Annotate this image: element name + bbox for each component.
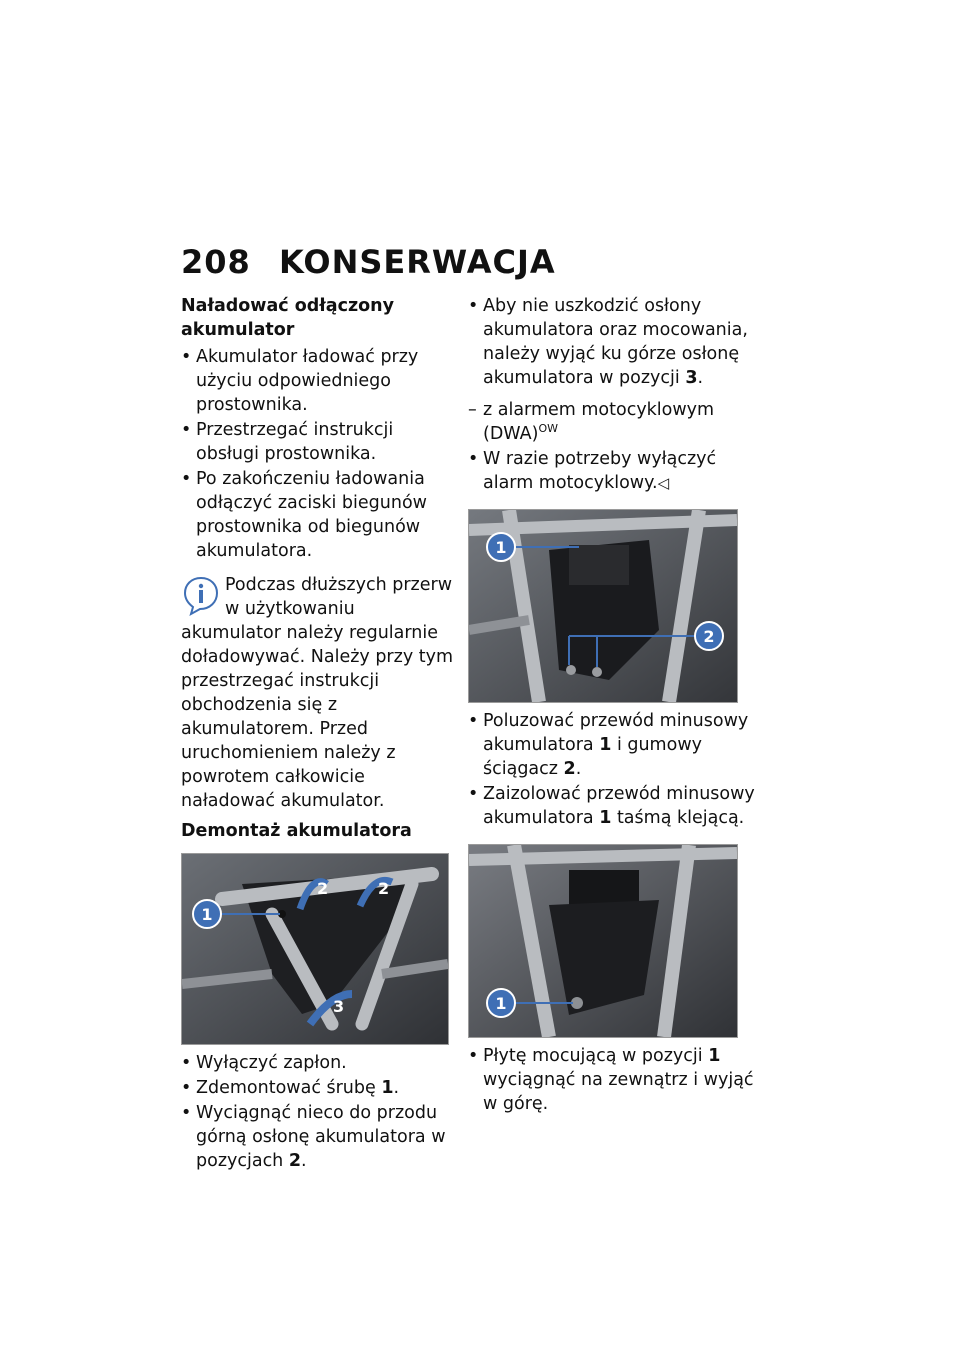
cover-bullet — [468, 294, 768, 390]
note-text: Podczas dłuższych przerw w użytkowaniu akumulator należy regularnie doładowywać. Należy przy tym przestrzegać instrukcji obchodzenia się z akumulatorem. Przed uruchomieniem należy z powrotem całkowicie naładować akumulator. — [181, 575, 454, 811]
figure-battery-cover — [181, 853, 449, 1045]
list-item: • W razie potrzeby wyłączyć alarm motocyklowy.◁ — [468, 447, 768, 495]
plate-bullet — [468, 1044, 768, 1116]
end-mark-icon: ◁ — [657, 474, 670, 492]
cable-bullets — [468, 709, 768, 830]
list-item: • Poluzować przewód minusowy akumulatora 1 i gumowy ściągacz 2. — [468, 709, 768, 781]
figure-battery-cable — [468, 509, 738, 703]
right-column — [468, 294, 768, 1117]
list-item: • Po zakończeniu ładowania odłączyć zaciski biegunów prostownika od biegunów akumulatora. — [181, 467, 453, 563]
left-column — [181, 294, 453, 1174]
chapter-title: KONSERWACJA — [279, 243, 556, 281]
list-item: • Przestrzegać instrukcji obsługi prostownika. — [181, 418, 453, 466]
page-header — [181, 243, 556, 283]
callout-label: 2 — [703, 627, 715, 646]
callout-label: 1 — [495, 994, 507, 1013]
alarm-bullet — [468, 447, 768, 495]
callout-label: 1 — [495, 538, 507, 557]
page-number: 208 — [181, 243, 251, 281]
list-item: • Wyłączyć zapłon. — [181, 1051, 453, 1075]
list-item: • Zaizolować przewód minusowy akumulatora 1 taśmą klejącą. — [468, 782, 768, 830]
figure-mounting-plate — [468, 844, 738, 1038]
charge-bullets — [181, 345, 453, 563]
callout-label: 2 — [378, 879, 390, 898]
callout-label: 1 — [201, 905, 213, 924]
section-title-removal: Demontaż akumulatora — [181, 821, 412, 841]
list-item: • Wyciągnąć nieco do przodu górną osłonę akumulatora w pozycjach 2. — [181, 1101, 453, 1173]
info-note — [181, 573, 453, 813]
list-item: • Akumulator ładować przy użyciu odpowiedniego prostownika. — [181, 345, 453, 417]
section-title-charge: Naładować odłączony akumulator — [181, 296, 395, 340]
list-item: • Zdemontować śrubę 1. — [181, 1076, 453, 1100]
list-item: • Płytę mocującą w pozycji 1 wyciągnąć na zewnątrz i wyjąć w górę. — [468, 1044, 768, 1116]
alarm-condition: – z alarmem motocyklowym (DWA)$^{OW}$ — [468, 400, 715, 444]
callout-label: 2 — [317, 879, 329, 898]
list-item: • Aby nie uszkodzić osłony akumulatora oraz mocowania, należy wyjąć ku górze osłonę akumulatora w pozycji 3. — [468, 294, 768, 390]
info-icon — [181, 575, 221, 617]
removal-bullets — [181, 1051, 453, 1173]
callout-label: 3 — [333, 997, 345, 1016]
